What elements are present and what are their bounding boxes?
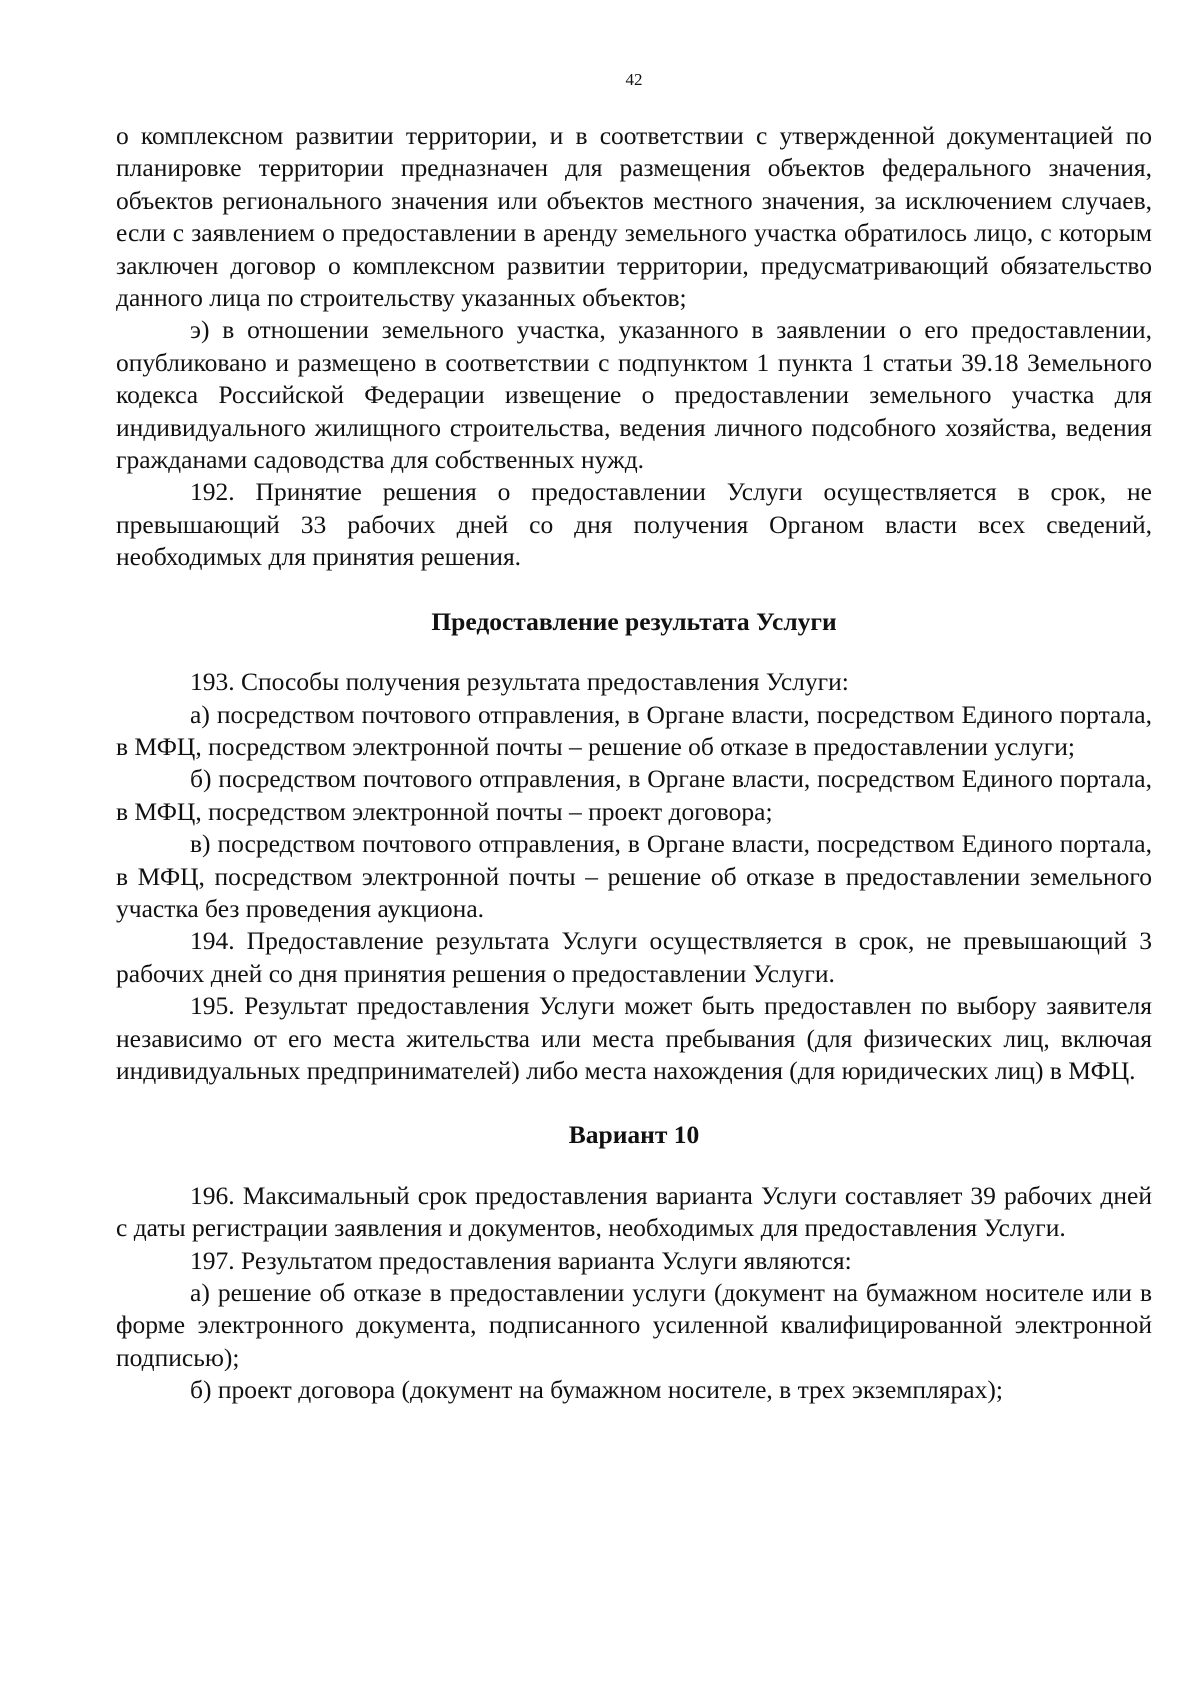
page-number: 42: [625, 70, 643, 89]
document-body: [116, 120, 1152, 1407]
section-heading-variant-10: Вариант 10: [568, 1120, 700, 1150]
paragraph-197-a: а) решение об отказе в предоставлении услуги (документ на бумажном носителе или в форме электронного документа, подписанного усиленной квалифицированной электронной подписью);: [116, 1278, 1152, 1372]
paragraph-continuation: о комплексном развитии территории, и в соответствии с утвержденной документацией по планировке территории предназначен для размещения объектов федерального значения, объектов регионального значения или объектов местного значения, за исключением случаев, если с заявлением о предоставлении в аренду земельного участка обратилось лицо, с которым заключен договор о комплексном развитии территории, предусматривающий обязательство данного лица по строительству указанных объектов;: [116, 121, 1152, 313]
paragraph-192: 192. Принятие решения о предоставлении Услуги осуществляется в срок, не превышающий 33 рабочих дней со дня получения Органом власти всех сведений, необходимых для принятия решения.: [116, 477, 1152, 572]
paragraph-194: 194. Предоставление результата Услуги осуществляется в срок, не превышающий 3 рабочих дней со дня принятия решения о предоставлении Услуги.: [116, 926, 1152, 988]
paragraph-item-e: э) в отношении земельного участка, указанного в заявлении о его предоставлении, опубликовано и размещено в соответствии с подпунктом 1 пункта 1 статьи 39.18 Земельного кодекса Российской Федерации извещение о предоставлении земельного участка для индивидуального жилищного строительства, ведения личного подсобного хозяйства, ведения гражданами садоводства для собственных нужд.: [116, 315, 1152, 475]
paragraph-193: 193. Способы получения результата предоставления Услуги:: [190, 667, 849, 697]
section-heading-result: Предоставление результата Услуги: [431, 606, 837, 636]
paragraph-197-b: б) проект договора (документ на бумажном носителе, в трех экземплярах);: [190, 1375, 1003, 1405]
paragraph-195: 195. Результат предоставления Услуги может быть предоставлен по выбору заявителя независимо от его места жительства или места пребывания (для физических лиц, включая индивидуальных предпринимателей) либо места нахождения (для юридических лиц) в МФЦ.: [116, 991, 1152, 1085]
paragraph-193-b: б) посредством почтового отправления, в Органе власти, посредством Единого портала, в МФЦ, посредством электронной почты – проект договора;: [116, 764, 1152, 826]
paragraph-193-a: а) посредством почтового отправления, в Органе власти, посредством Единого портала, в МФЦ, посредством электронной почты – решение об отказе в предоставлении услуги;: [116, 699, 1152, 761]
paragraph-196: 196. Максимальный срок предоставления варианта Услуги составляет 39 рабочих дней с даты регистрации заявления и документов, необходимых для предоставления Услуги.: [116, 1180, 1152, 1243]
paragraph-197: 197. Результатом предоставления варианта Услуги являются:: [190, 1245, 852, 1275]
paragraph-193-v: в) посредством почтового отправления, в Органе власти, посредством Единого портала, в МФЦ, посредством электронной почты – решение об отказе в предоставлении земельного участка без проведения аукциона.: [116, 829, 1152, 923]
